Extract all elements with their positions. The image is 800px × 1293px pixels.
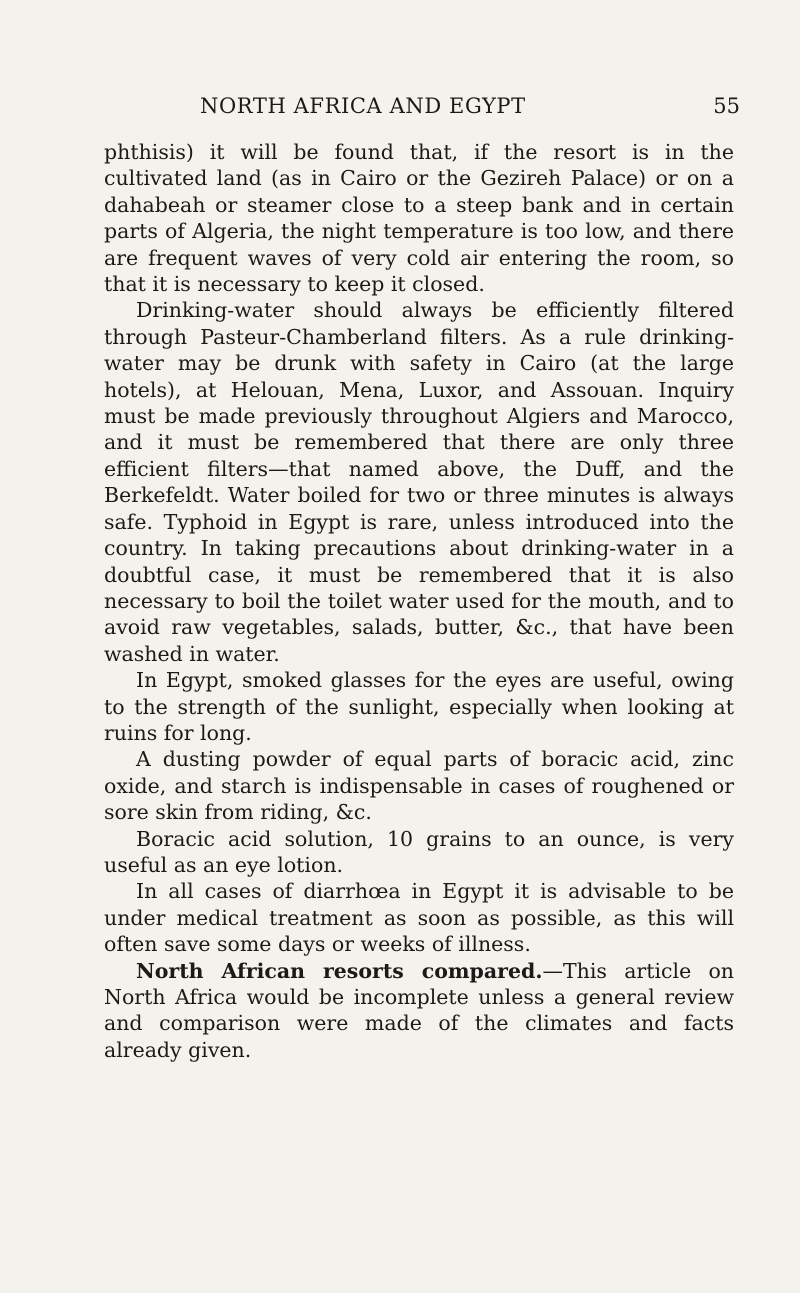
body-text: [104, 139, 734, 1063]
page-number: 55: [713, 94, 740, 118]
paragraph-text: In all cases of diarrhœa in Egypt it is advisable to be under medical treatment as soon as possible, as this will often save some days or weeks of illness.: [104, 879, 734, 957]
paragraph: [104, 958, 734, 1064]
paragraph-text: Drinking-water should always be efficiently filtered through Pasteur-Chamberland filters. As a rule drinking-water may be drunk with safety in Cairo (at the large hotels), at Helouan, Mena, Luxor, and Assouan. Inquiry must be made previously throughout Algiers and Marocco, and it must be remembered that there are only three efficient filters—that named above, the Duff, and the Berkefeldt. Water boiled for two or three minutes is always safe. Typhoid in Egypt is rare, unless introduced into the country. In taking precautions about drinking-water in a doubtful case, it must be remembered that it is also necessary to boil the toilet water used for the mouth, and to avoid raw vegetables, salads, butter, &c., that have been washed in water.: [104, 298, 734, 666]
section-lead: North African resorts compared.: [136, 958, 543, 983]
paragraph: [104, 826, 734, 879]
paragraph: [104, 667, 734, 746]
paragraph: [104, 746, 734, 825]
running-title: NORTH AFRICA AND EGYPT: [200, 94, 526, 118]
paragraph: [104, 878, 734, 957]
running-head: [150, 94, 740, 124]
paragraph: [104, 297, 734, 667]
paragraph-text: —This article on North Africa would be incomplete unless a general review and comparison were made of the climates and facts already given.: [104, 958, 734, 1062]
paragraph: [104, 139, 734, 297]
paragraph-text: Boracic acid solution, 10 grains to an ounce, is very useful as an eye lotion.: [104, 826, 734, 877]
paragraph-text: phthisis) it will be found that, if the resort is in the cultivated land (as in Cairo or the Gezireh Palace) or on a dahabeah or steamer close to a steep bank and in certain parts of Algeria, the night temperature is too low, and there are frequent waves of very cold air entering the room, so that it is necessary to keep it closed.: [104, 140, 734, 297]
paragraph-text: In Egypt, smoked glasses for the eyes are useful, owing to the strength of the sunlight, especially when looking at ruins for long.: [104, 668, 734, 745]
paragraph-text: A dusting powder of equal parts of boracic acid, zinc oxide, and starch is indispensable in cases of roughened or sore skin from riding, &c.: [104, 747, 734, 825]
